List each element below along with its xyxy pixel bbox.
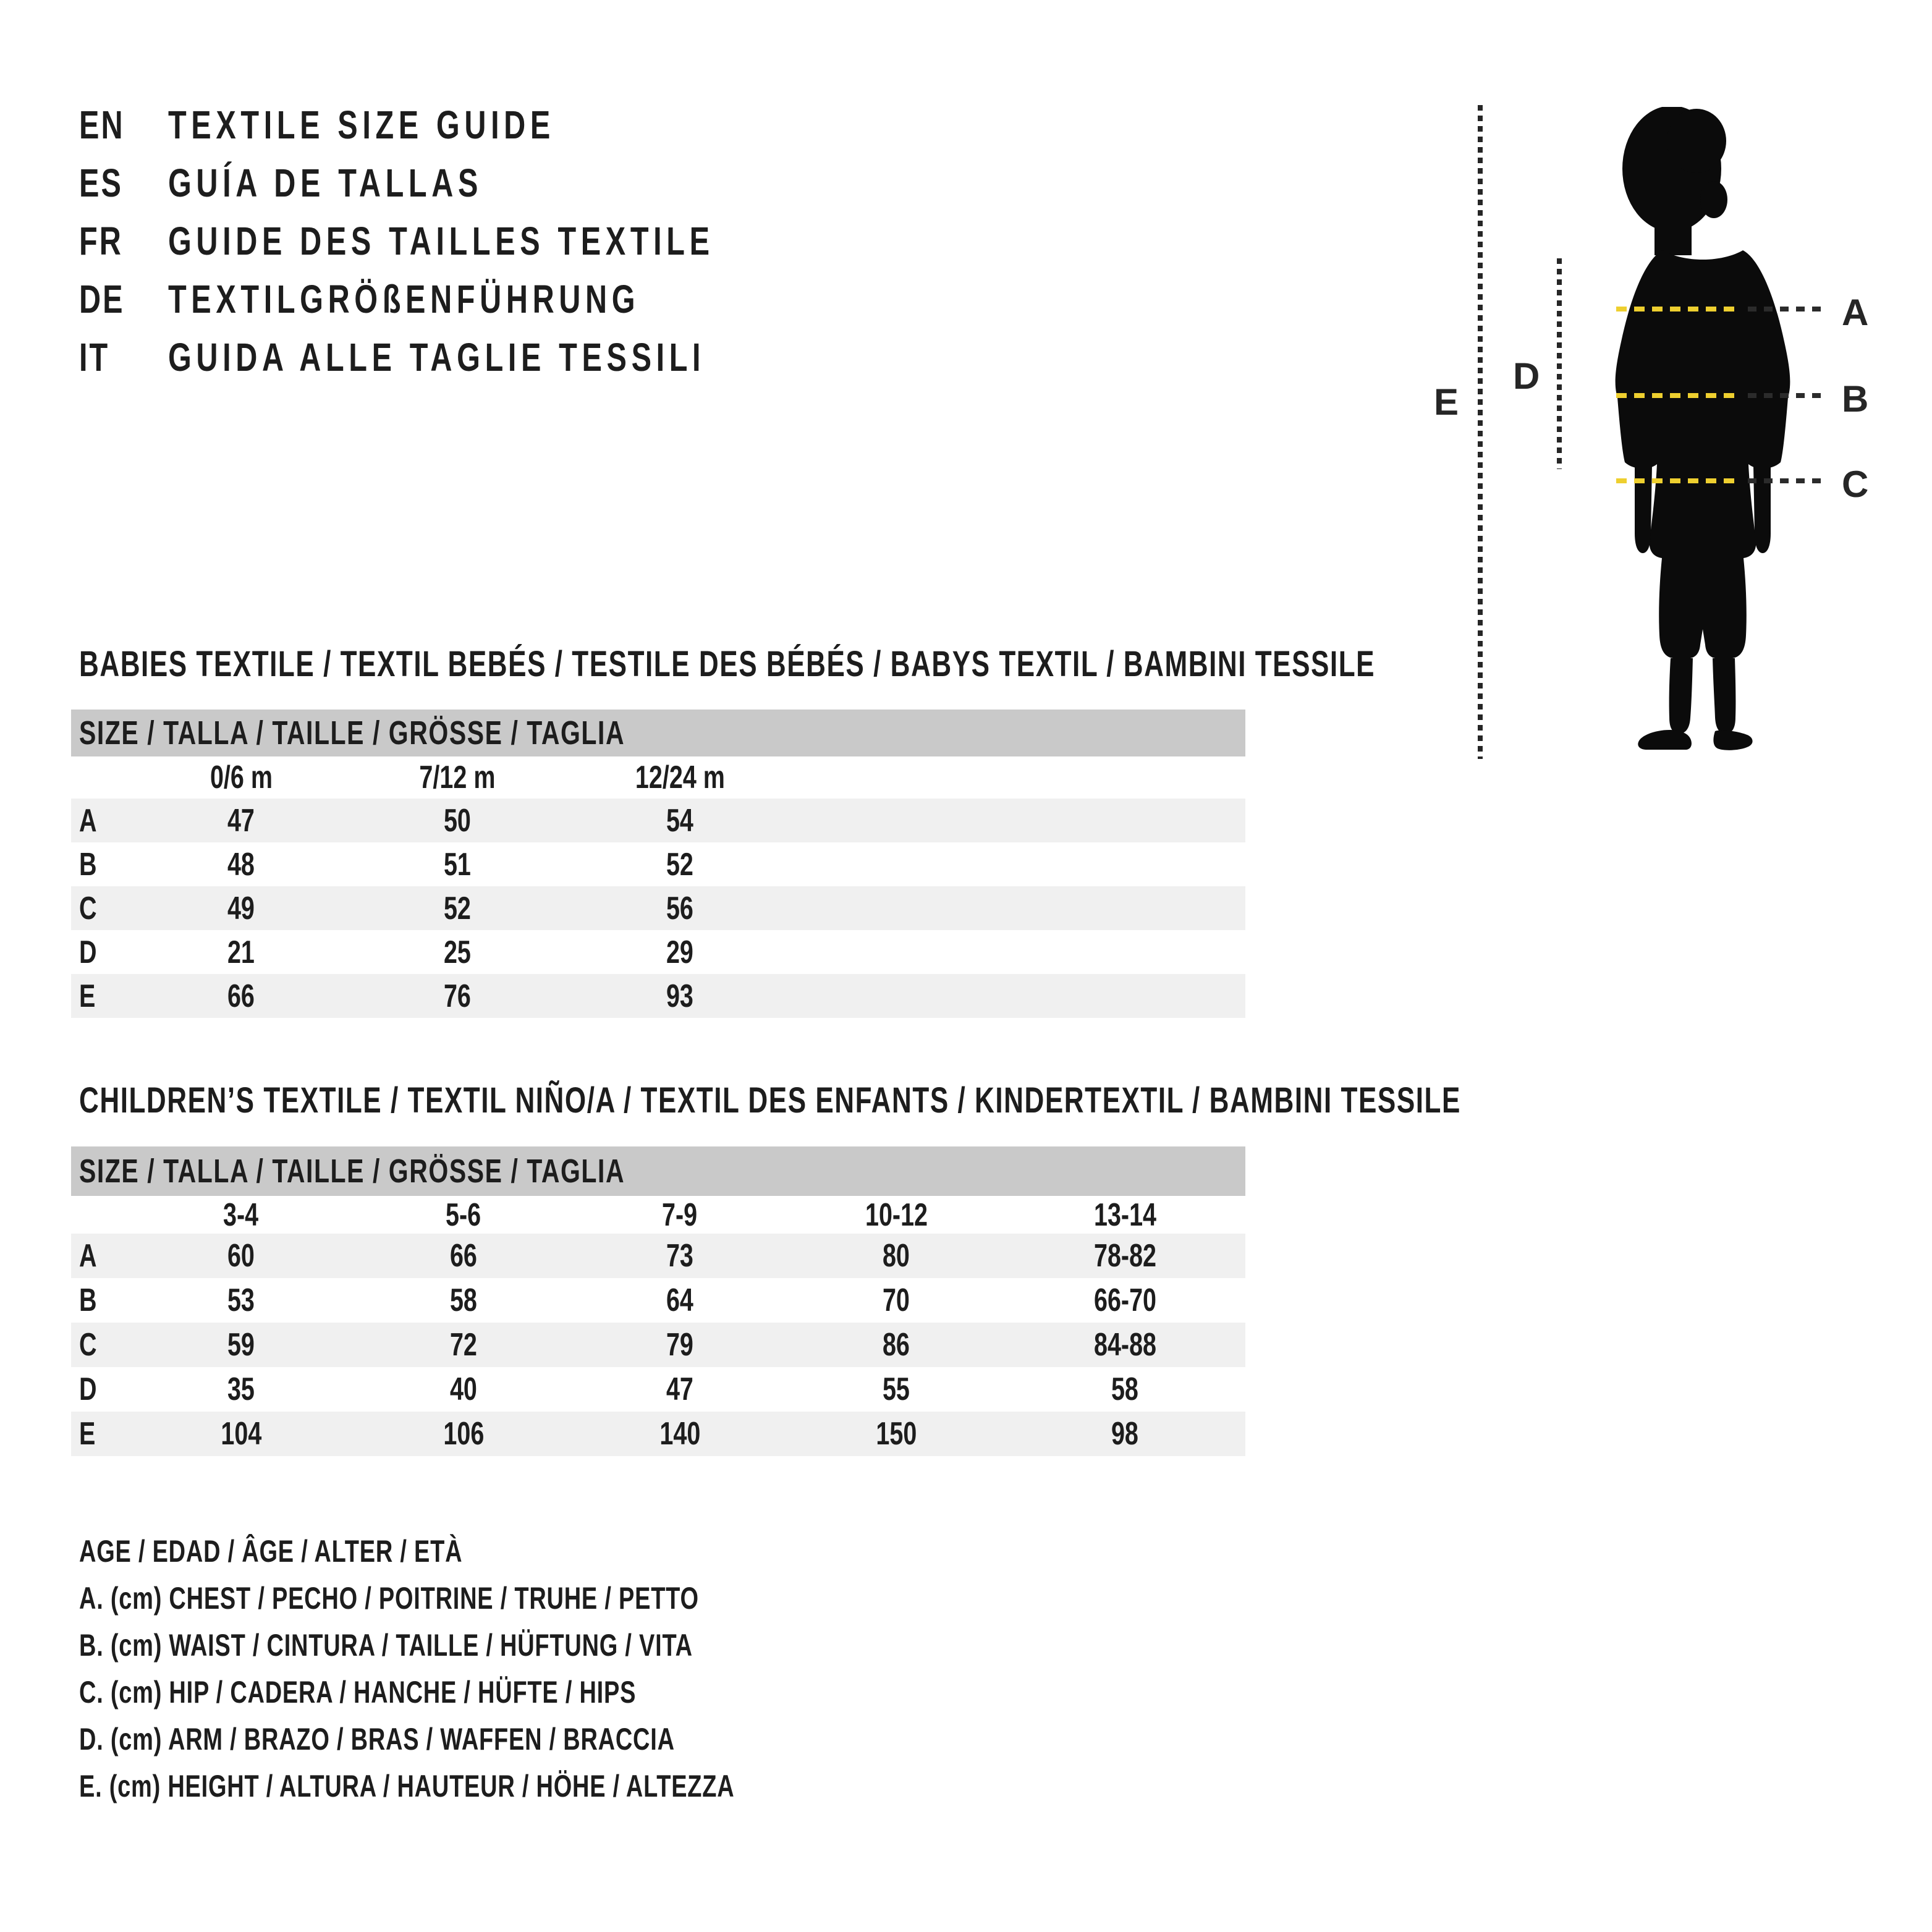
- lang-title-de: TEXTILGRÖßENFÜHRUNG: [168, 277, 640, 321]
- babies-col-12-24m: 12/24 m: [635, 760, 725, 795]
- measure-label-b: B: [1842, 378, 1869, 420]
- lang-row-it: [79, 328, 887, 386]
- lang-code-fr: FR: [79, 219, 123, 263]
- waist-measure-line-yellow: [1616, 393, 1738, 398]
- legend-age: AGE / EDAD / ÂGE / ALTER / ETÀ: [79, 1534, 463, 1569]
- measure-label-a: A: [1842, 292, 1869, 333]
- arm-measure-line-d: [1557, 258, 1562, 469]
- hip-measure-line-dark: [1748, 478, 1822, 483]
- lang-row-es: [79, 154, 887, 212]
- children-col-7-9: 7-9: [662, 1197, 698, 1233]
- babies-col-7-12m: 7/12 m: [419, 760, 496, 795]
- babies-table-body: [71, 799, 1245, 1018]
- table-row: A 47 50 54: [71, 799, 1245, 842]
- lang-row-en: [79, 96, 887, 154]
- babies-size-header-bar: SIZE / TALLA / TAILLE / GRÖSSE / TAGLIA: [71, 710, 1245, 756]
- hip-measure-line-yellow: [1616, 478, 1738, 483]
- chest-measure-line-yellow: [1616, 307, 1738, 311]
- children-col-13-14: 13-14: [1093, 1197, 1156, 1233]
- lang-code-es: ES: [79, 161, 123, 205]
- children-size-header-bar: SIZE / TALLA / TAILLE / GRÖSSE / TAGLIA: [71, 1146, 1245, 1196]
- legend-hip: C. (cm) HIP / CADERA / HANCHE / HÜFTE / HIPS: [79, 1675, 637, 1710]
- table-row: E 104 106 140 150 98: [71, 1412, 1245, 1456]
- lang-code-it: IT: [79, 335, 110, 379]
- lang-title-es: GUÍA DE TALLAS: [168, 161, 483, 205]
- table-row: A 60 66 73 80 78-82: [71, 1234, 1245, 1278]
- table-row: C 49 52 56: [71, 886, 1245, 930]
- measure-label-e: E: [1434, 381, 1459, 423]
- measurement-legend: [79, 1528, 941, 1810]
- table-row: D 35 40 47 55 58: [79, 1371, 1138, 1407]
- waist-measure-line-dark: [1748, 393, 1822, 398]
- table-row: D 21 25 29: [79, 934, 693, 970]
- table-row: B 48 51 52: [79, 846, 693, 883]
- lang-title-en: TEXTILE SIZE GUIDE: [168, 103, 555, 147]
- legend-height: E. (cm) HEIGHT / ALTURA / HAUTEUR / HÖHE / ALTEZZA: [79, 1769, 735, 1803]
- babies-column-headers: [71, 756, 1245, 799]
- children-col-3-4: 3-4: [223, 1197, 259, 1233]
- lang-title-it: GUIDA ALLE TAGLIE TESSILI: [168, 335, 706, 379]
- legend-waist: B. (cm) WAIST / CINTURA / TAILLE / HÜFTUNG / VITA: [79, 1628, 693, 1663]
- lang-title-fr: GUIDE DES TAILLES TEXTILE: [168, 219, 714, 263]
- lang-code-de: DE: [79, 277, 125, 321]
- children-col-10-12: 10-12: [865, 1197, 928, 1233]
- children-table-body: [71, 1234, 1245, 1456]
- legend-arm: D. (cm) ARM / BRAZO / BRAS / WAFFEN / BRACCIA: [79, 1722, 675, 1756]
- children-column-headers: [71, 1196, 1245, 1234]
- children-section-title: CHILDREN’S TEXTILE / TEXTIL NIÑO/A / TEXTIL DES ENFANTS / KINDERTEXTIL / BAMBINI TESSILE: [79, 1080, 1461, 1121]
- measure-label-c: C: [1842, 464, 1869, 505]
- children-col-5-6: 5-6: [446, 1197, 481, 1233]
- measure-label-d: D: [1513, 355, 1540, 397]
- table-row: E 66 76 93: [71, 974, 1245, 1018]
- legend-chest: A. (cm) CHEST / PECHO / POITRINE / TRUHE / PETTO: [79, 1581, 699, 1616]
- babies-section-title: BABIES TEXTILE / TEXTIL BEBÉS / TESTILE DES BÉBÉS / BABYS TEXTIL / BAMBINI TESSILE: [79, 644, 1376, 684]
- lang-code-en: EN: [79, 103, 125, 147]
- chest-measure-line-dark: [1748, 307, 1822, 311]
- table-row: B 53 58 64 70 66-70: [79, 1282, 1156, 1318]
- table-row: C 59 72 79 86 84-88: [71, 1323, 1245, 1367]
- language-title-list: [79, 96, 887, 386]
- lang-row-de: [79, 270, 887, 328]
- lang-row-fr: [79, 212, 887, 270]
- babies-col-0-6m: 0/6 m: [210, 760, 273, 795]
